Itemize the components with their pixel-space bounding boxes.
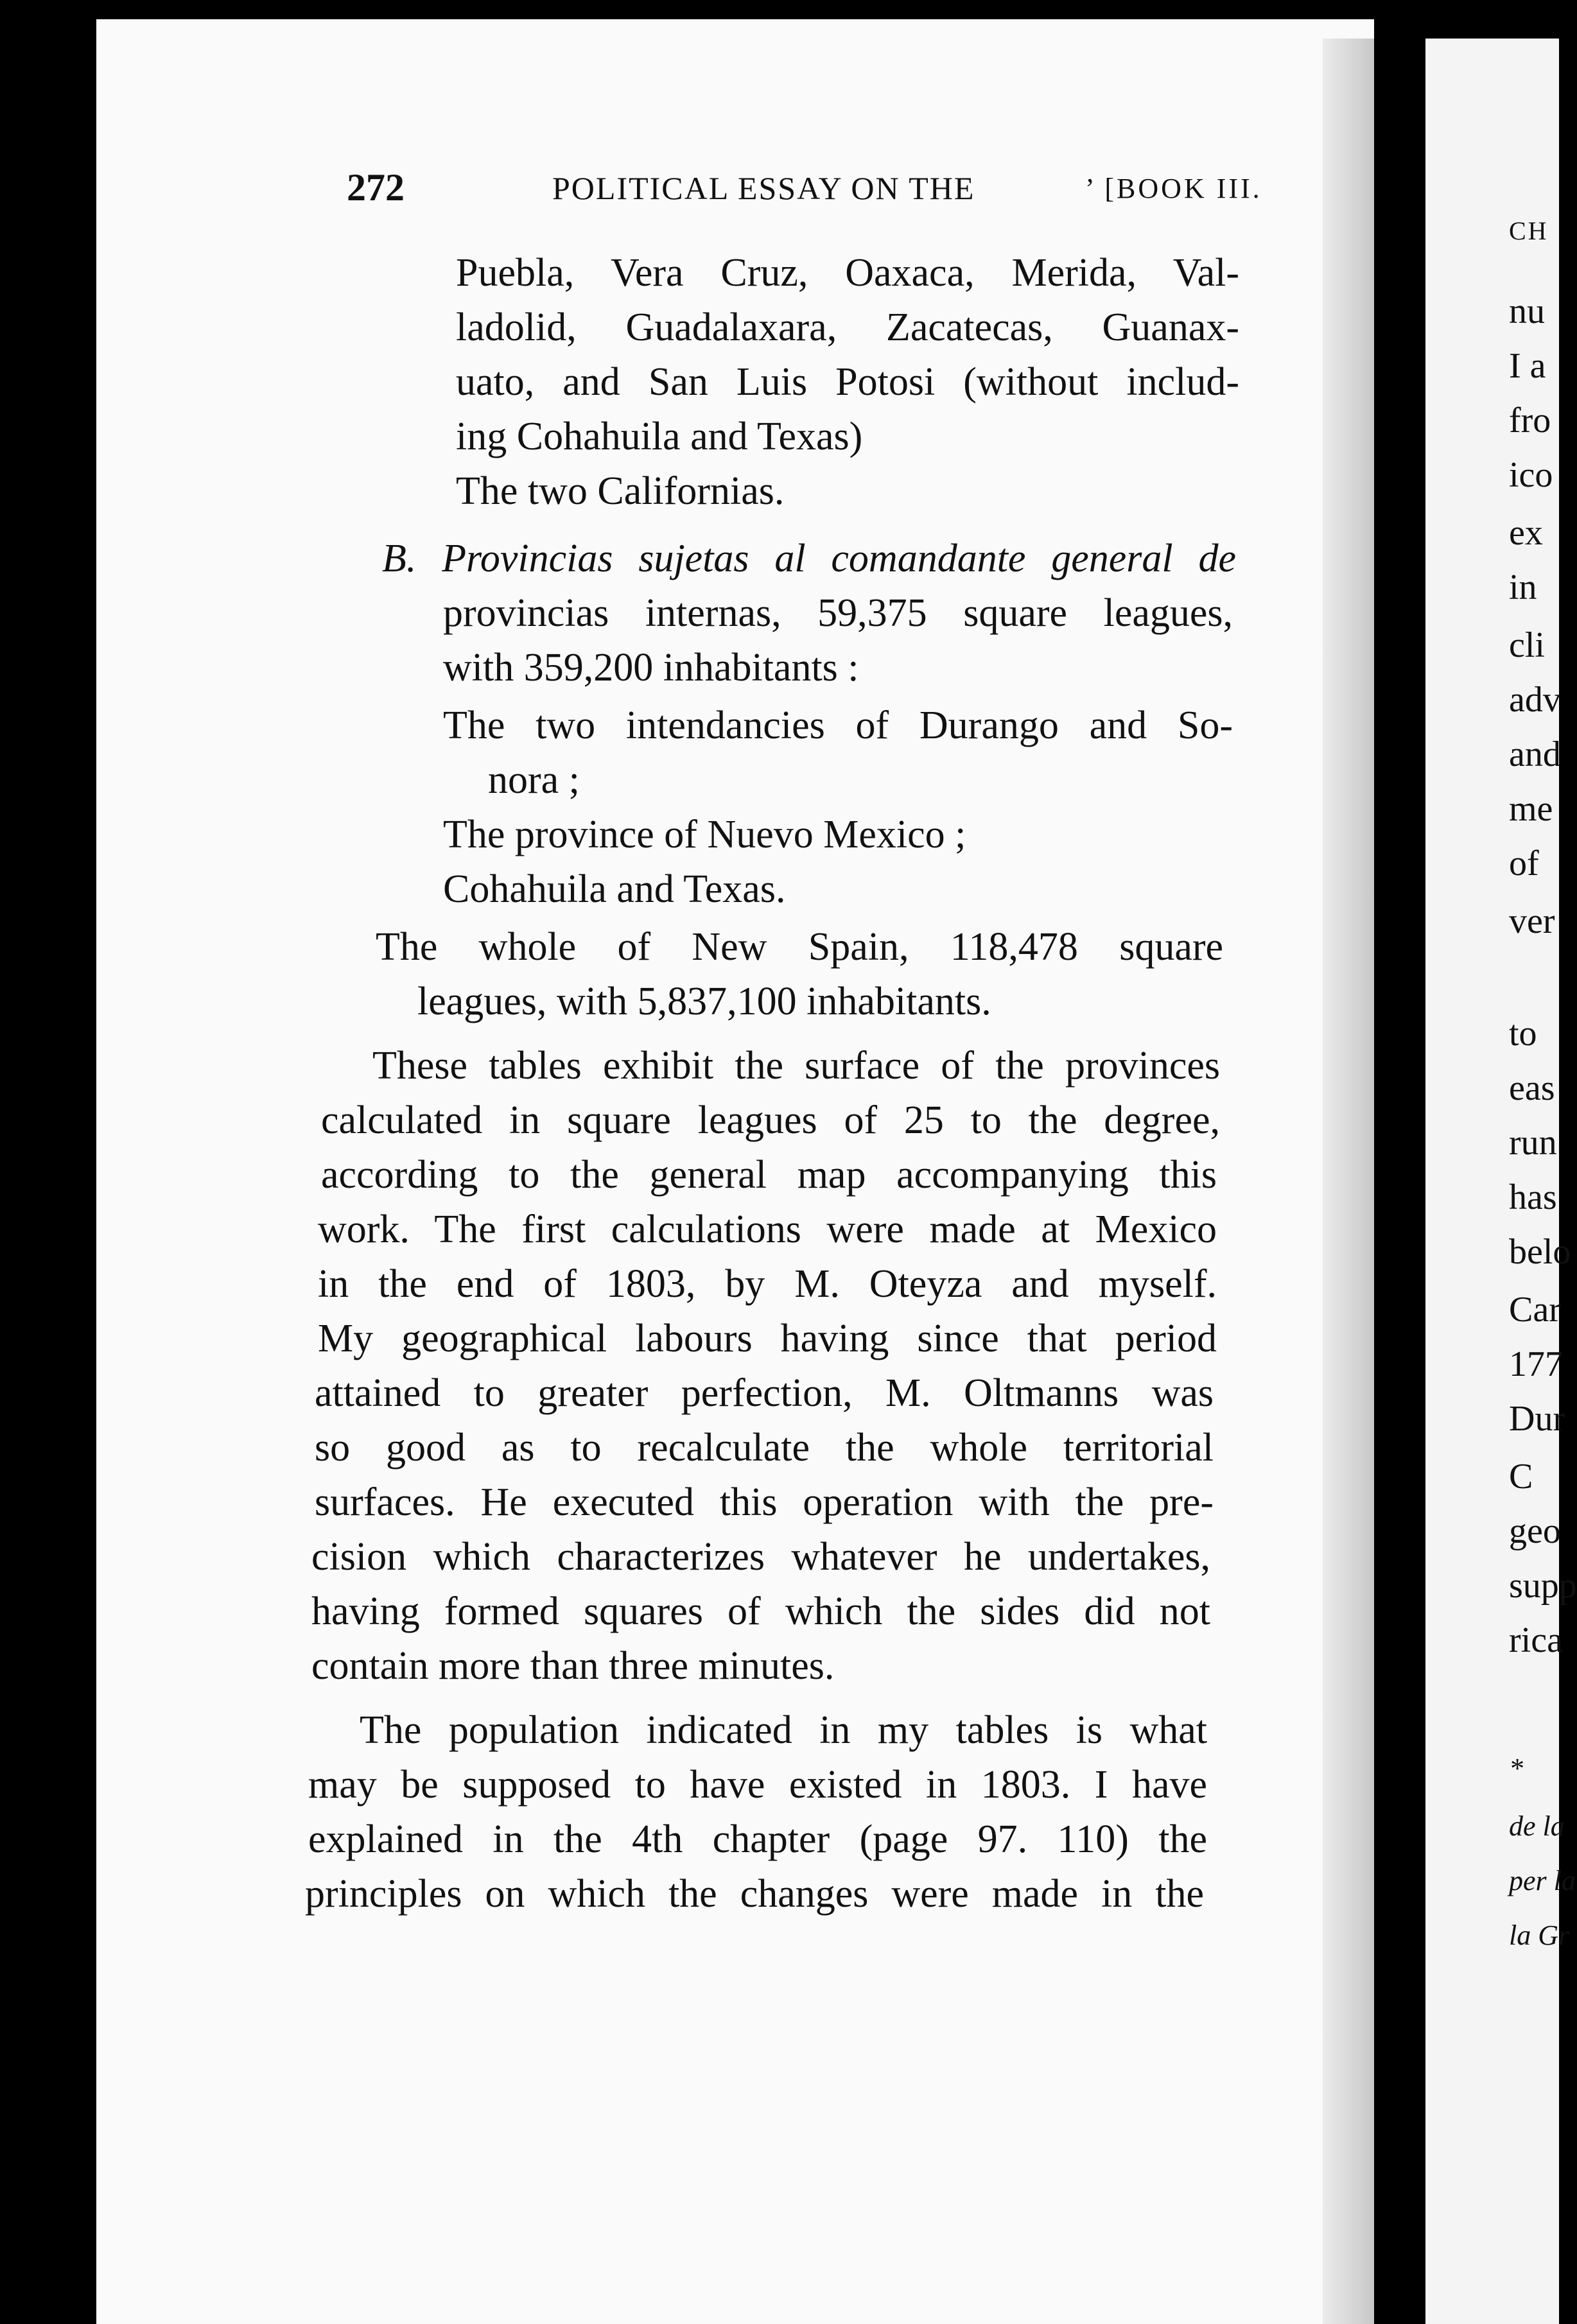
running-header [347,166,1262,217]
text-line: contain more than three minutes. [311,1644,835,1688]
facing-text-fragment: Dur [1509,1399,1565,1439]
text-line: Puebla, Vera Cruz, Oaxaca, Merida, Val- [456,251,1239,295]
text-line: in the end of 1803, by M. Oteyza and myself. [318,1262,1217,1306]
facing-text-fragment: me [1509,789,1553,829]
text-line: The two Californias. [456,469,785,513]
text-line: The two intendancies of Durango and So- [443,704,1233,747]
facing-text-fragment: has [1509,1177,1557,1217]
facing-text-fragment: geo [1509,1511,1561,1551]
facing-footnote-fragment: la Gr [1509,1920,1570,1951]
facing-text-fragment: to [1509,1014,1537,1054]
text-line: Cohahuila and Texas. [443,867,786,911]
facing-text-fragment: of [1509,844,1539,883]
text-line: with 359,200 inhabitants : [443,646,859,689]
text-line: The whole of New Spain, 118,478 square [376,925,1223,969]
facing-text-fragment: run [1509,1123,1557,1163]
book-reference: ’ [BOOK III. [1085,173,1262,204]
facing-text-fragment: ver [1509,901,1555,941]
facing-text-fragment: in [1509,568,1537,607]
text-line: attained to greater perfection, M. Oltmanns was [315,1371,1214,1415]
text-line: explained in the 4th chapter (page 97. 110) the [308,1817,1207,1861]
facing-text-fragment: rica [1509,1620,1563,1660]
text-line: so good as to recalculate the whole territorial [315,1426,1214,1470]
facing-text-fragment: ex [1509,513,1543,553]
facing-text-fragment: and [1509,734,1561,774]
facing-text-fragment: I a [1509,346,1546,386]
facing-footnote-fragment: de la [1509,1810,1565,1842]
facing-footnote-fragment: per la [1509,1865,1576,1896]
page-curve-shadow [1323,39,1374,2324]
facing-text-fragment: 177 [1509,1344,1563,1384]
facing-text-fragment: fro [1509,401,1551,440]
facing-text-fragment: eas [1509,1068,1555,1108]
text-line: provincias internas, 59,375 square leagues, [443,591,1233,635]
facing-text-fragment: ico [1509,455,1553,495]
text-line: calculated in square leagues of 25 to the degree, [321,1098,1220,1142]
text-line: The population indicated in my tables is what [360,1708,1207,1752]
page-number: 272 [347,166,405,209]
text-line: according to the general map accompanying this [321,1153,1217,1197]
facing-text-fragment: C [1509,1457,1533,1496]
facing-text-fragment: Car [1509,1290,1561,1330]
left-margin [0,0,96,2324]
text-line: principles on which the changes were made in the [305,1872,1204,1916]
text-line: may be supposed to have existed in 1803. I have [308,1763,1207,1807]
running-title: POLITICAL ESSAY ON THE [552,170,975,206]
facing-text-fragment: cli [1509,625,1545,665]
text-line: surfaces. He executed this operation with the pre- [315,1480,1214,1524]
facing-text-fragment: belo [1509,1232,1571,1272]
facing-header-fragment: CH [1509,216,1549,245]
book-binding [1374,0,1425,2324]
text-line: B. Provincias sujetas al comandante general de [382,537,1236,580]
text-line: cision which characterizes whatever he undertakes, [311,1535,1210,1579]
facing-footnote-fragment: * [1509,1753,1523,1784]
text-line: leagues, with 5,837,100 inhabitants. [417,980,991,1023]
text-line: These tables exhibit the surface of the provinces [372,1044,1220,1088]
text-line: uato, and San Luis Potosi (without includ- [456,360,1239,404]
text-line: nora ; [488,758,580,802]
text-line: ladolid, Guadalaxara, Zacatecas, Guanax- [456,306,1239,349]
text-line: work. The first calculations were made at Mexico [318,1208,1217,1251]
text-line: My geographical labours having since that period [318,1317,1217,1360]
facing-text-fragment: supp [1509,1566,1577,1606]
text-line: ing Cohahuila and Texas) [456,415,863,458]
text-line: The province of Nuevo Mexico ; [443,813,966,856]
facing-text-fragment: nu [1509,291,1545,331]
facing-text-fragment: adv [1509,680,1561,720]
text-line: having formed squares of which the sides did not [311,1590,1210,1633]
